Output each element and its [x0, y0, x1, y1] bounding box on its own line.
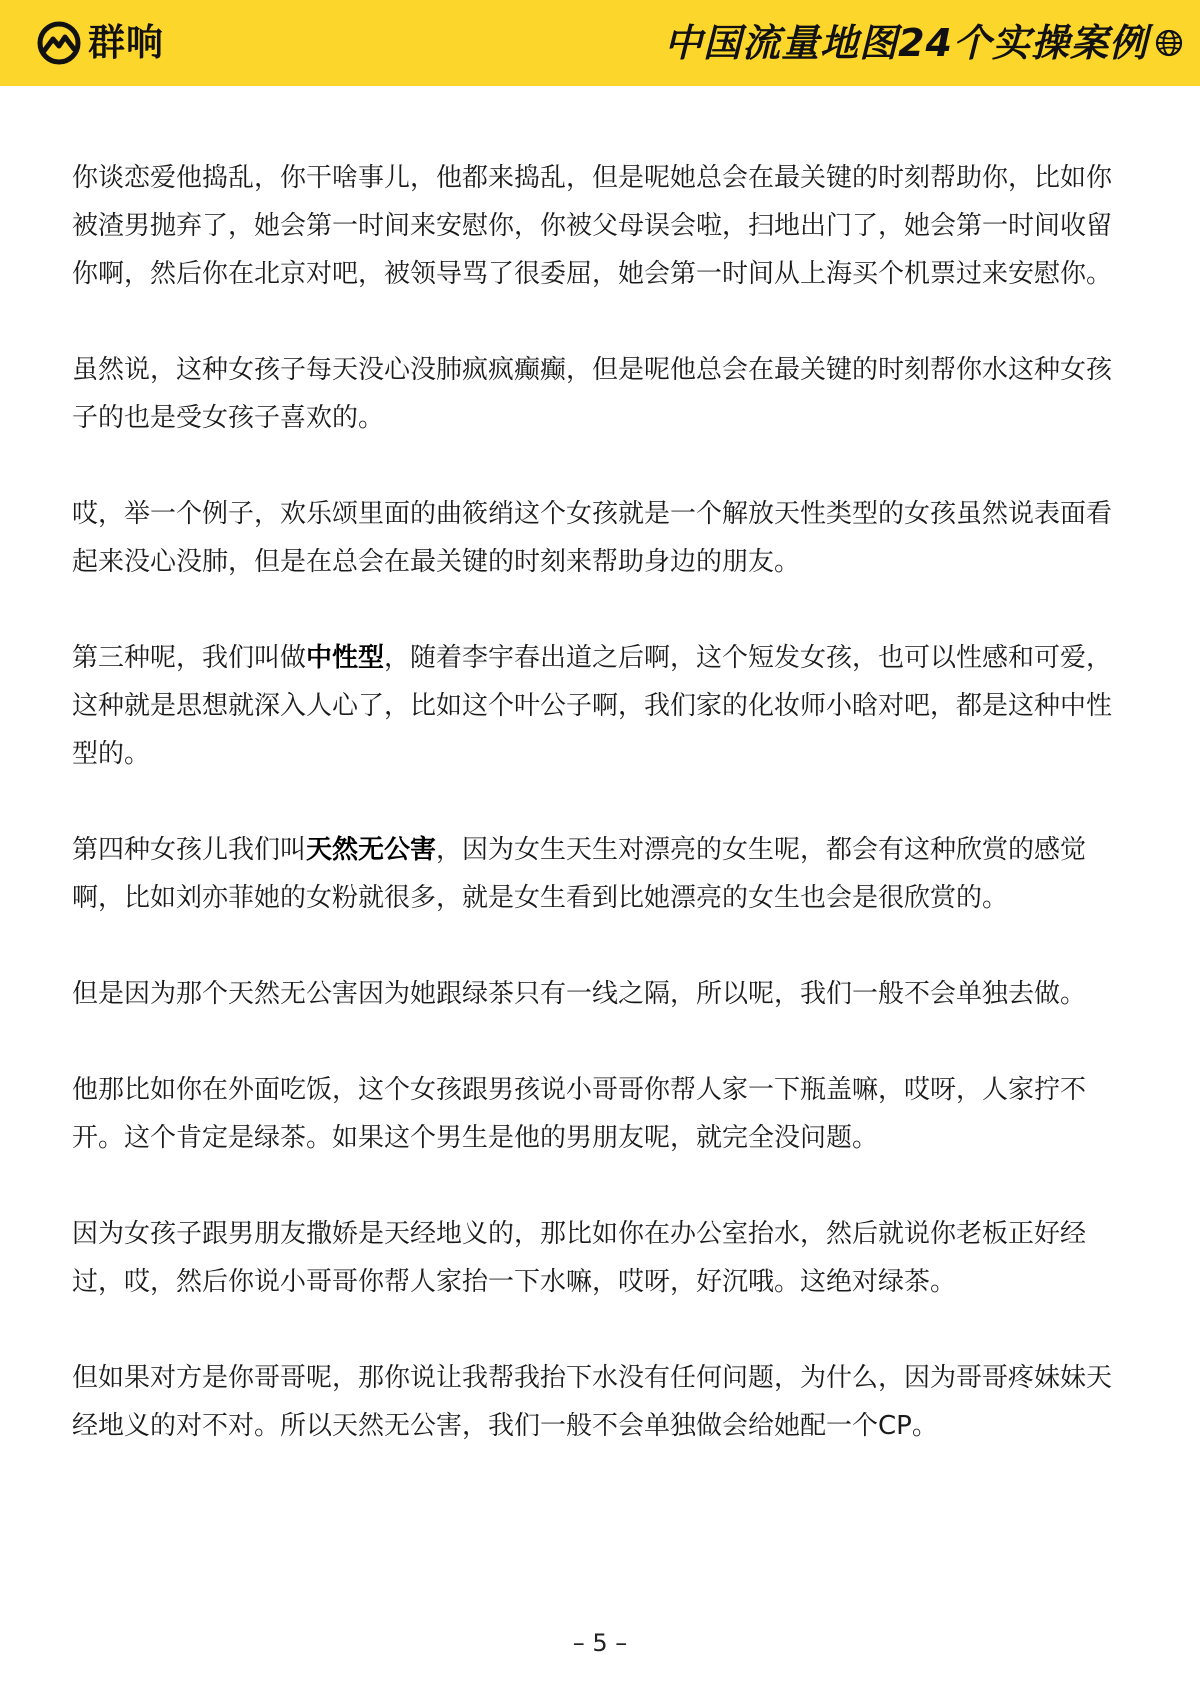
paragraph-4 [72, 634, 1132, 778]
page-header [0, 0, 1200, 86]
paragraph-3 [72, 490, 1132, 586]
header-title-group [664, 18, 1184, 68]
paragraph-5 [72, 826, 1132, 922]
globe-icon [1154, 28, 1184, 58]
paragraph-text: 第四种女孩儿我们叫 [72, 835, 307, 865]
bold-term: 天然无公害 [306, 835, 437, 865]
paragraph-text: 但是因为那个天然无公害因为她跟绿茶只有一线之隔，所以呢，我们一般不会单独去做。 [72, 979, 1087, 1009]
paragraph-text: 哎，举一个例子，欢乐颂里面的曲筱绡这个女孩就是一个解放天性类型的女孩虽然说表面看起来没心没肺，但是在总会在最关键的时刻来帮助身边的朋友。 [72, 499, 1113, 577]
brand-name: 群响 [88, 21, 164, 64]
brand-logo [36, 18, 164, 68]
paragraph-text: 第三种呢，我们叫做 [72, 643, 307, 673]
paragraph-text: ，随着李宇春出道之后啊，这个短发女孩，也可以性感和可爱，这种就是思想就深入人心了，比如这个叶公子啊，我们家的化妆师小晗对吧，都是这种中性型的。 [72, 643, 1113, 769]
page-number: – 5 – [572, 1629, 628, 1657]
document-title: 中国流量地图24个实操案例 [664, 21, 1148, 65]
mountain-circle-logo-icon [36, 20, 82, 66]
paragraph-9 [72, 1354, 1132, 1450]
bold-term: 中性型 [306, 643, 385, 673]
paragraph-text: 虽然说，这种女孩子每天没心没肺疯疯癫癫，但是呢他总会在最关键的时刻帮你水这种女孩子的也是受女孩子喜欢的。 [72, 355, 1113, 433]
paragraph-text: ，因为女生天生对漂亮的女生呢，都会有这种欣赏的感觉啊，比如刘亦菲她的女粉就很多，就是女生看到比她漂亮的女生也会是很欣赏的。 [72, 835, 1087, 913]
paragraph-text: 但如果对方是你哥哥呢，那你说让我帮我抬下水没有任何问题，为什么，因为哥哥疼妹妹天经地义的对不对。所以天然无公害，我们一般不会单独做会给她配一个CP。 [72, 1363, 1113, 1441]
paragraph-2 [72, 346, 1132, 442]
paragraph-1 [72, 154, 1132, 298]
article-body [72, 154, 1132, 1498]
paragraph-text: 因为女孩子跟男朋友撒娇是天经地义的，那比如你在办公室抬水，然后就说你老板正好经过，哎，然后你说小哥哥你帮人家抬一下水嘛，哎呀，好沉哦。这绝对绿茶。 [72, 1219, 1087, 1297]
paragraph-6 [72, 970, 1132, 1018]
paragraph-7 [72, 1066, 1132, 1162]
paragraph-text: 你谈恋爱他捣乱，你干啥事儿，他都来捣乱，但是呢她总会在最关键的时刻帮助你，比如你被渣男抛弃了，她会第一时间来安慰你，你被父母误会啦，扫地出门了，她会第一时间收留你啊，然后你在北京对吧，被领导骂了很委屈，她会第一时间从上海买个机票过来安慰你。 [72, 163, 1113, 289]
paragraph-text: 他那比如你在外面吃饭，这个女孩跟男孩说小哥哥你帮人家一下瓶盖嘛，哎呀，人家拧不开。这个肯定是绿茶。如果这个男生是他的男朋友呢，就完全没问题。 [72, 1075, 1087, 1153]
paragraph-8 [72, 1210, 1132, 1306]
